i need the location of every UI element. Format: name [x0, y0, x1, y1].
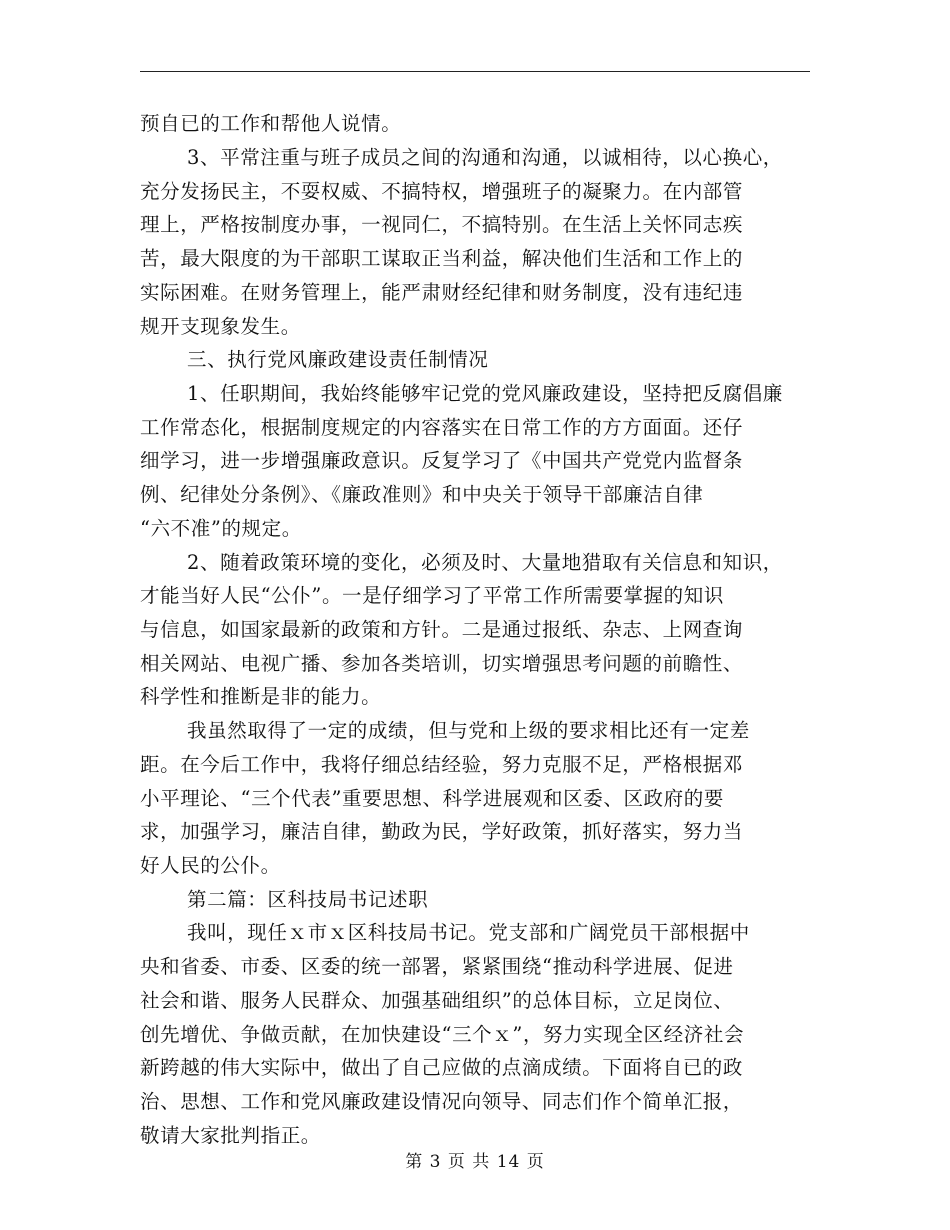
- text-line: 小平理论、“三个代表”重要思想、科学进展观和区委、区政府的要: [140, 787, 724, 810]
- text-line: 才能当好人民“公仆”。一是仔细学习了平常工作所需要掌握的知识: [140, 584, 724, 607]
- text-line: 充分发扬民主，不耍权威、不搞特权，增强班子的凝聚力。在内部管: [140, 180, 744, 203]
- text-line: 工作常态化，根据制度规定的内容落实在日常工作的方方面面。还仔: [140, 416, 744, 439]
- section-heading: 第二篇：区科技局书记述职: [187, 888, 429, 911]
- text-line: 相关网站、电视广播、参加各类培训，切实增强思考问题的前瞻性、: [140, 652, 744, 675]
- text-line: 我叫，现任ｘ市ｘ区科技局书记。党支部和广阔党员干部根据中: [187, 921, 750, 944]
- text-line: 与信息，如国家最新的政策和方针。二是通过报纸、杂志、上网查询: [140, 618, 744, 641]
- text-line: 1、任职期间，我始终能够牢记党的党风廉政建设，坚持把反腐倡廉: [187, 382, 783, 405]
- text-line: 科学性和推断是非的能力。: [140, 685, 382, 708]
- text-line: 求，加强学习，廉洁自律，勤政为民，学好政策，抓好落实，努力当: [140, 820, 744, 843]
- text-line: 例、纪律处分条例》、《廉政准则》和中央关于领导干部廉洁自律: [140, 483, 704, 506]
- text-line: 我虽然取得了一定的成绩，但与党和上级的要求相比还有一定差: [187, 719, 750, 742]
- text-line: “六不准”的规定。: [140, 517, 302, 540]
- text-line: 3、平常注重与班子成员之间的沟通和沟通，以诚相待，以心换心，: [187, 146, 783, 169]
- text-line: 理上，严格按制度办事，一视同仁，不搞特别。在生活上关怀同志疾: [140, 213, 744, 236]
- text-line: 社会和谐、服务人民群众、加强基础组织”的总体目标，立足岗位、: [140, 989, 734, 1012]
- text-line: 治、思想、工作和党风廉政建设情况向领导、同志们作个简单汇报，: [140, 1090, 744, 1113]
- text-line: 好人民的公仆。: [140, 854, 281, 877]
- text-line: 央和省委、市委、区委的统一部署，紧紧围绕“推动科学进展、促进: [140, 955, 734, 978]
- page-footer: 第 3 页 共 14 页: [405, 1152, 545, 1172]
- section-heading: 三、执行党风廉政建设责任制情况: [187, 348, 489, 371]
- text-line: 实际困难。在财务管理上，能严肃财经纪律和财务制度，没有违纪违: [140, 281, 744, 304]
- text-line: 2、随着政策环境的变化，必须及时、大量地猎取有关信息和知识，: [187, 551, 783, 574]
- text-line: 敬请大家批判指正。: [140, 1124, 321, 1147]
- text-line: 距。在今后工作中，我将仔细总结经验，努力克服不足，严格根据邓: [140, 753, 744, 776]
- text-line: 规开支现象发生。: [140, 315, 301, 338]
- text-line: 创先增优、争做贡献，在加快建设“三个ｘ”，努力实现全区经济社会: [140, 1023, 745, 1046]
- text-line: 新跨越的伟大实际中，做出了自己应做的点滴成绩。下面将自已的政: [140, 1056, 744, 1079]
- text-line: 苦，最大限度的为干部职工谋取正当利益，解决他们生活和工作上的: [140, 247, 744, 270]
- text-line: 细学习，进一步增强廉政意识。反复学习了《中国共产党党内监督条: [140, 449, 744, 472]
- text-line: 预自已的工作和帮他人说情。: [140, 112, 402, 135]
